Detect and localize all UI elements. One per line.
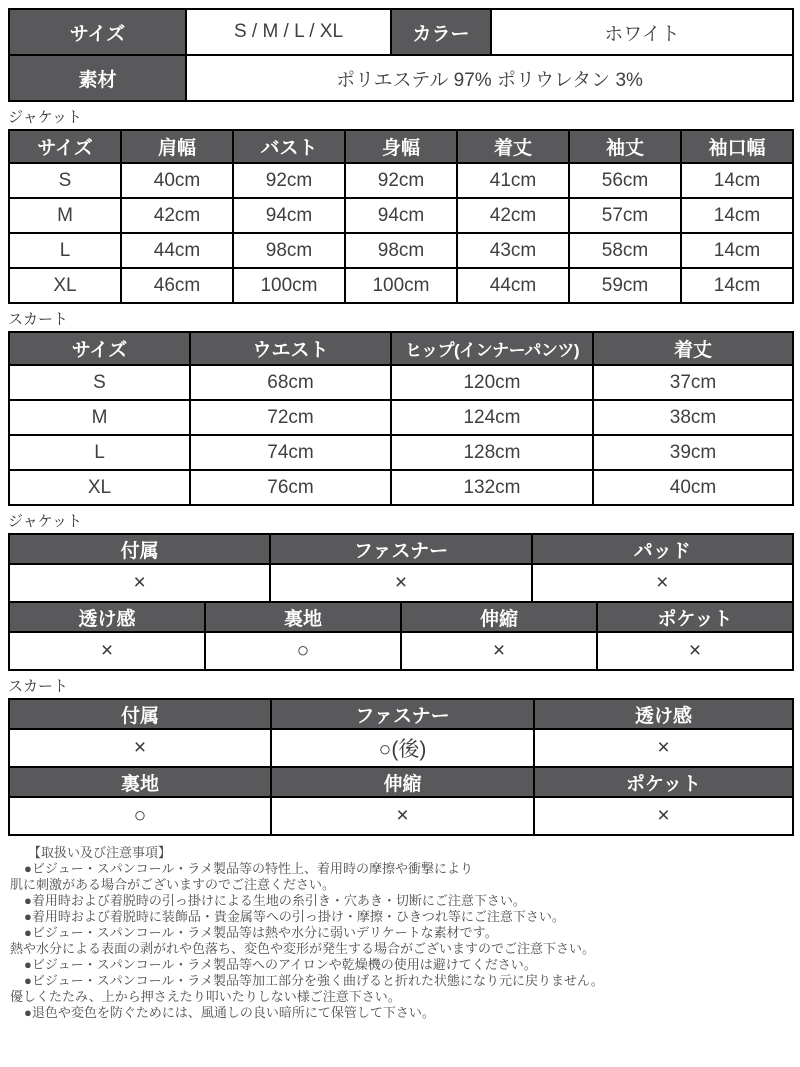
table-cell: 94cm xyxy=(233,198,345,233)
column-header: パッド xyxy=(532,534,793,564)
jacket-spec-section-label: ジャケット xyxy=(8,513,82,530)
care-note-line: ●ビジュー・スパンコール・ラメ製品等の特性上、着用時の摩擦や衝撃により xyxy=(24,861,473,876)
table-cell: 92cm xyxy=(345,163,457,198)
table-cell: × xyxy=(9,564,270,602)
table-cell: 68cm xyxy=(190,365,391,400)
table-row xyxy=(9,797,793,835)
column-header: サイズ xyxy=(9,332,190,365)
table-cell: × xyxy=(270,564,531,602)
care-notes-title: 【取扱い及び注意事項】 xyxy=(28,845,172,860)
care-note-line: ●着用時および着脱時に装飾品・貴金属等への引っ掛け・摩擦・ひきつれ等にご注意下さい。 xyxy=(24,909,565,924)
table-cell: 42cm xyxy=(457,198,569,233)
table-row xyxy=(9,400,793,435)
table-cell: 40cm xyxy=(121,163,233,198)
table-cell: × xyxy=(534,797,793,835)
table-cell: 14cm xyxy=(681,268,793,303)
table-row xyxy=(9,729,793,767)
table-cell: M xyxy=(9,400,190,435)
table-cell: × xyxy=(9,632,205,670)
table-cell: 43cm xyxy=(457,233,569,268)
table-cell: 76cm xyxy=(190,470,391,505)
skirt-spec-section-label: スカート xyxy=(8,678,69,695)
table-cell: 100cm xyxy=(345,268,457,303)
size-label-cell: サイズ xyxy=(9,9,186,55)
table-cell: ○ xyxy=(9,797,271,835)
column-header: 伸縮 xyxy=(401,602,597,632)
column-header: 透け感 xyxy=(9,602,205,632)
table-cell: 40cm xyxy=(593,470,793,505)
skirt-size-section-label: スカート xyxy=(8,311,69,328)
jacket-size-table xyxy=(8,129,794,304)
table-cell: 59cm xyxy=(569,268,681,303)
column-header: ファスナー xyxy=(270,534,531,564)
table-cell: 44cm xyxy=(121,233,233,268)
column-header: 付属 xyxy=(9,699,271,729)
table-cell: 14cm xyxy=(681,198,793,233)
column-header: ポケット xyxy=(597,602,793,632)
skirt-size-table xyxy=(8,331,794,506)
table-cell: 14cm xyxy=(681,233,793,268)
table-row xyxy=(9,198,793,233)
table-cell: 39cm xyxy=(593,435,793,470)
material-label-cell: 素材 xyxy=(9,55,186,101)
table-cell: L xyxy=(9,435,190,470)
skirt-spec-header-row xyxy=(9,699,793,729)
table-cell: 132cm xyxy=(391,470,593,505)
table-cell: 14cm xyxy=(681,163,793,198)
jacket-spec-header-row-2 xyxy=(9,602,793,632)
table-cell: ○ xyxy=(205,632,401,670)
table-cell: 120cm xyxy=(391,365,593,400)
table-cell: 100cm xyxy=(233,268,345,303)
table-row xyxy=(9,365,793,400)
table-cell: S xyxy=(9,365,190,400)
color-value-cell: ホワイト xyxy=(491,9,793,55)
column-header: 身幅 xyxy=(345,130,457,163)
jacket-size-section-label: ジャケット xyxy=(8,109,82,126)
table-cell: 72cm xyxy=(190,400,391,435)
care-note-line: 優しくたたみ、上から押さえたり叩いたりしない様ご注意下さい。 xyxy=(10,989,401,1004)
table-cell: × xyxy=(534,729,793,767)
column-header: 袖丈 xyxy=(569,130,681,163)
table-cell: 37cm xyxy=(593,365,793,400)
table-cell: 46cm xyxy=(121,268,233,303)
care-note-line: ●ビジュー・スパンコール・ラメ製品等は熱や水分に弱いデリケートな素材です。 xyxy=(24,925,498,940)
jacket-spec-header-row xyxy=(9,534,793,564)
jacket-size-header-row xyxy=(9,130,793,163)
table-cell: 38cm xyxy=(593,400,793,435)
table-row xyxy=(9,268,793,303)
care-notes xyxy=(8,845,792,1021)
table-cell: ○(後) xyxy=(271,729,534,767)
column-header: 透け感 xyxy=(534,699,793,729)
column-header: 裏地 xyxy=(205,602,401,632)
column-header: ヒップ(インナーパンツ) xyxy=(391,332,593,365)
table-cell: 56cm xyxy=(569,163,681,198)
care-note-line: ●ビジュー・スパンコール・ラメ製品等加工部分を強く曲げると折れた状態になり元に戻りません。 xyxy=(24,973,604,988)
table-cell: × xyxy=(271,797,534,835)
column-header: バスト xyxy=(233,130,345,163)
table-cell: × xyxy=(9,729,271,767)
care-note-line: 熱や水分による表面の剥がれや色落ち、変色や変形が発生する場合がございますのでご注意下さい。 xyxy=(10,941,596,956)
table-row xyxy=(9,435,793,470)
table-cell: 41cm xyxy=(457,163,569,198)
table-cell: 74cm xyxy=(190,435,391,470)
column-header: 着丈 xyxy=(593,332,793,365)
table-cell: XL xyxy=(9,268,121,303)
table-cell: 98cm xyxy=(345,233,457,268)
table-cell: S xyxy=(9,163,121,198)
column-header: 着丈 xyxy=(457,130,569,163)
color-label-cell: カラー xyxy=(391,9,491,55)
skirt-size-header-row xyxy=(9,332,793,365)
table-cell: L xyxy=(9,233,121,268)
column-header: ポケット xyxy=(534,767,793,797)
skirt-spec-table xyxy=(8,698,794,836)
care-note-line: 肌に刺激がある場合がございますのでご注意ください。 xyxy=(10,877,336,892)
column-header: ウエスト xyxy=(190,332,391,365)
size-value-cell: S / M / L / XL xyxy=(186,9,391,55)
table-cell: × xyxy=(401,632,597,670)
column-header: 肩幅 xyxy=(121,130,233,163)
column-header: 付属 xyxy=(9,534,270,564)
column-header: ファスナー xyxy=(271,699,534,729)
table-cell: 98cm xyxy=(233,233,345,268)
product-info-table xyxy=(8,8,794,102)
table-cell: 57cm xyxy=(569,198,681,233)
table-row xyxy=(9,632,793,670)
table-cell: × xyxy=(597,632,793,670)
care-note-line: ●退色や変色を防ぐためには、風通しの良い暗所にて保管して下さい。 xyxy=(24,1005,435,1020)
table-cell: 44cm xyxy=(457,268,569,303)
column-header: 伸縮 xyxy=(271,767,534,797)
column-header: サイズ xyxy=(9,130,121,163)
table-cell: XL xyxy=(9,470,190,505)
table-cell: 128cm xyxy=(391,435,593,470)
table-cell: 94cm xyxy=(345,198,457,233)
material-value-cell: ポリエステル 97% ポリウレタン 3% xyxy=(186,55,793,101)
table-cell: 42cm xyxy=(121,198,233,233)
table-row xyxy=(9,470,793,505)
column-header: 袖口幅 xyxy=(681,130,793,163)
care-note-line: ●ビジュー・スパンコール・ラメ製品等へのアイロンや乾燥機の使用は避けてください。 xyxy=(24,957,537,972)
table-cell: 92cm xyxy=(233,163,345,198)
column-header: 裏地 xyxy=(9,767,271,797)
table-row xyxy=(9,163,793,198)
table-row xyxy=(9,564,793,602)
table-cell: × xyxy=(532,564,793,602)
care-note-line: ●着用時および着脱時の引っ掛けによる生地の糸引き・穴あき・切断にご注意下さい。 xyxy=(24,893,526,908)
table-cell: 58cm xyxy=(569,233,681,268)
jacket-spec-table xyxy=(8,533,794,671)
table-cell: M xyxy=(9,198,121,233)
table-cell: 124cm xyxy=(391,400,593,435)
skirt-spec-header-row-2 xyxy=(9,767,793,797)
table-row xyxy=(9,233,793,268)
